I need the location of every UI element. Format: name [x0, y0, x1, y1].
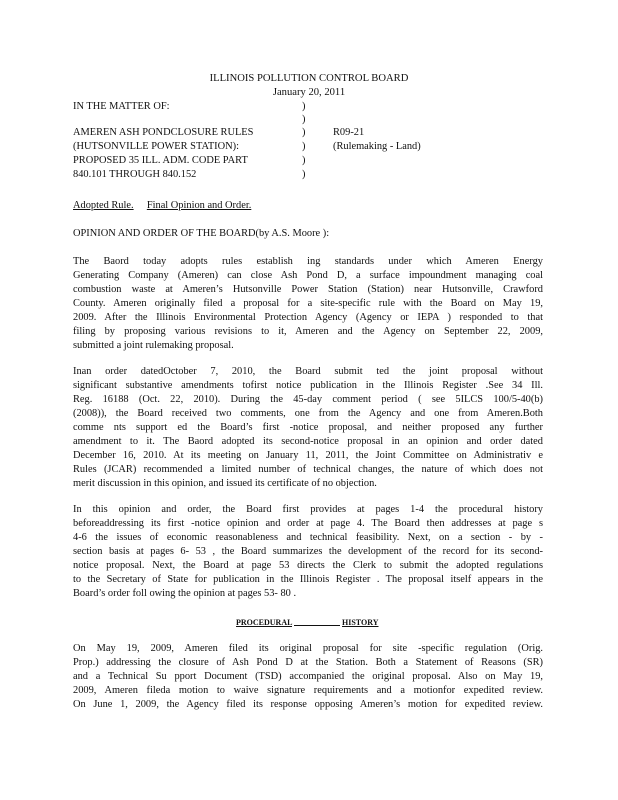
document-date: January 20, 2011 — [272, 87, 346, 98]
paragraph-line: December 16, 2010. At its meeting on January 11, 2011, the Joint Committee on Administrativ e — [73, 450, 543, 461]
paragraph-line: The Baord today adopts rules establish ing standards under which Ameren Energy — [73, 256, 543, 267]
caption-paren: ) — [302, 114, 306, 125]
paragraph-line: Generating Company (Ameren) can close Ash Pond D, a surface impoundment managing coal — [73, 270, 543, 281]
paragraph-line: section basis at pages 6- 53 , the Board summarizes the development of the record for its second- — [73, 546, 543, 557]
caption-left-line: AMEREN ASH PONDCLOSURE RULES — [73, 127, 254, 138]
paragraph-line: County. Ameren originally filed a proposal for a site-specific rule with the Board on May 19, — [73, 298, 543, 309]
paragraph-line: Board’s order foll owing the opinion at pages 53- 80 . — [73, 588, 297, 599]
paragraph-line: amendment to it. The Baord adopted its second-notice proposal in an opinion and order dated — [73, 436, 543, 447]
paragraph-line: Inan order datedOctober 7, 2010, the Board submit ted the joint proposal without — [73, 366, 543, 377]
section-heading-part: PROCEDURAL — [236, 618, 293, 627]
adopted-rule-line — [73, 200, 251, 212]
caption-left-line: (HUTSONVILLE POWER STATION): — [73, 141, 239, 152]
paragraph-line: On June 1, 2009, the Agency filed its response opposing Ameren’s motion for expedited review. — [73, 699, 543, 710]
paragraph-line: Prop.) addressing the closure of Ash Pond D at the Station. Both a Statement of Reasons (SR) — [73, 657, 543, 668]
paragraph-line: combustion waste at Ameren’s Hutsonville Power Station (Station) near Hutsonville, Crawford — [73, 284, 543, 295]
paragraph-line: beforeaddressing its first -notice opinion and order at page 4. The Board then addresses at page s — [73, 518, 543, 529]
final-opinion-label: Final Opinion and Order. — [146, 200, 252, 211]
paragraph-line: significant substantive amendments tofirst notice publication in the Illinois Register .See 34 Ill. — [73, 380, 543, 391]
paragraph-line: (2008)), the Board received two comments, one from the Agency and one from Ameren.Both — [73, 408, 543, 419]
paragraph-line: 4-6 the issues of economic reasonableness and technical feasibility. Next, on a section - by - — [73, 532, 543, 543]
caption-paren: ) — [302, 101, 306, 112]
section-heading-part: HISTORY — [342, 618, 379, 627]
paragraph-line: comme nts support ed the Board’s first -notice proposal, and neither proposed any further — [73, 422, 543, 433]
paragraph-line: In this opinion and order, the Board first provides at pages 1-4 the procedural history — [73, 504, 543, 515]
paragraph-line: 2009. After the Illinois Environmental Protection Agency (Agency or IEPA ) responded to that — [73, 312, 543, 323]
caption-left-line: 840.101 THROUGH 840.152 — [73, 169, 197, 180]
paragraph-line: On May 19, 2009, Ameren filed its original proposal for site -specific regulation (Orig. — [73, 643, 543, 654]
paragraph-line: and a Technical Su pport Document (TSD) accompanied the original proposal. Also on May 19, — [73, 671, 543, 682]
opinion-heading: OPINION AND ORDER OF THE BOARD(by A.S. Moore ): — [73, 228, 330, 239]
caption-left-line: PROPOSED 35 ILL. ADM. CODE PART — [73, 155, 248, 166]
caption-paren: ) — [302, 169, 306, 180]
paragraph-line: notice proposal. Next, the Board at page 53 directs the Clerk to submit the adopted regulations — [73, 560, 543, 571]
docket-number: R09-21 — [333, 127, 365, 138]
paragraph-line: submitted a joint rulemaking proposal. — [73, 340, 234, 351]
paragraph-line: Rules (JCAR) recommended a limited number of technical changes, the nature of which does not — [73, 464, 543, 475]
paragraph-line: filing by proposing various revisions to it, Ameren and the Agency on September 22, 2009, — [73, 326, 543, 337]
adopted-rule-label: Adopted Rule. — [73, 200, 134, 211]
paragraph-line: Reg. 16188 (Oct. 22, 2010). During the 45-day comment period ( see 5ILCS 100/5-40(b) — [73, 394, 543, 405]
caption-paren: ) — [302, 141, 306, 152]
paragraph-line: to the Secretary of State for publication in the Illinois Register . The proposal itself appears in the — [73, 574, 543, 585]
caption-paren: ) — [302, 155, 306, 166]
caption-left-line: IN THE MATTER OF: — [73, 101, 170, 112]
section-heading — [236, 617, 379, 629]
paragraph-line: merit discussion in this opinion, and issued its certificate of no objection. — [73, 478, 377, 489]
board-title: ILLINOIS POLLUTION CONTROL BOARD — [209, 73, 409, 84]
rulemaking-type: (Rulemaking - Land) — [333, 141, 421, 152]
caption-paren: ) — [302, 127, 306, 138]
paragraph-line: 2009, Ameren fileda motion to waive signature requirements and a motionfor expedited review. — [73, 685, 543, 696]
